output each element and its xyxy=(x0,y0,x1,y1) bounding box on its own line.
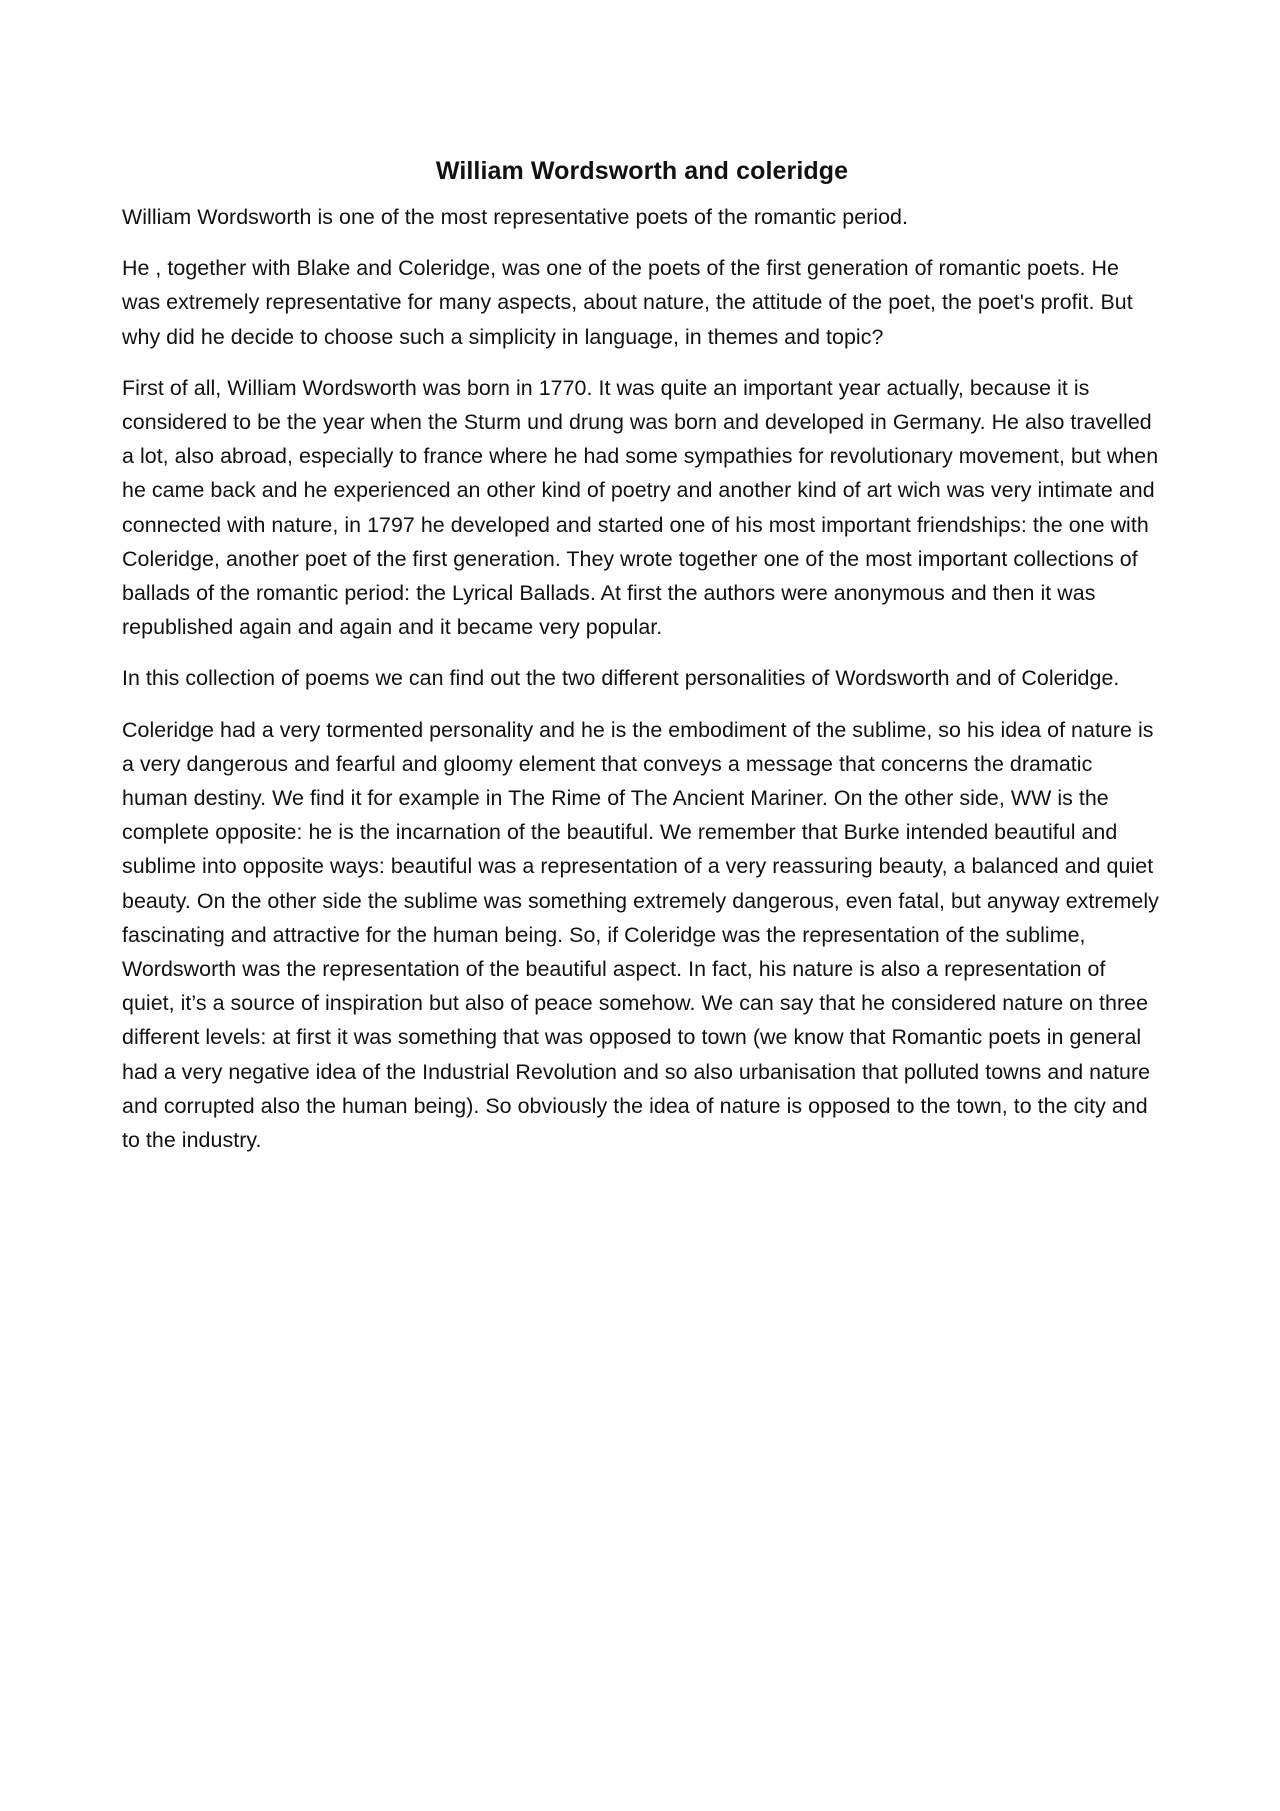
document-title: William Wordsworth and coleridge xyxy=(435,157,849,185)
paragraph-biography: First of all, William Wordsworth was born in 1770. It was quite an important year actually, because it is considered to be the year when the Sturm und drung was born and developed in Germany. He also travelled a lot, also abroad, especially to france where he had some sympathies for revolutionary movement, but when he came back and he experienced an other kind of poetry and another kind of art wich was very intimate and connected with nature, in 1797 he developed and started one of his most important friendships: the one with Coleridge, another poet of the first generation. They wrote together one of the most important collections of ballads of the romantic period: the Lyrical Ballads. At first the authors were anonymous and then it was republished again and again and it became very popular. xyxy=(122,375,1159,640)
paragraph-first-generation: He , together with Blake and Coleridge, was one of the poets of the first generation of romantic poets. He was extremely representative for many aspects, about nature, the attitude of the poet, the poet's profit. But why did he decide to choose such a simplicity in language, in themes and topic? xyxy=(122,256,1133,349)
paragraph-intro: William Wordsworth is one of the most representative poets of the romantic period. xyxy=(122,205,908,229)
paragraph-collection: In this collection of poems we can find out the two different personalities of Wordsworth and of Coleridge. xyxy=(122,666,1120,691)
paragraph-sublime-beautiful: Coleridge had a very tormented personality and he is the embodiment of the sublime, so his idea of nature is a very dangerous and fearful and gloomy element that conveys a message that concerns the dramatic human destiny. We find it for example in The Rime of The Ancient Mariner. On the other side, WW is the complete opposite: he is the incarnation of the beautiful. We remember that Burke intended beautiful and sublime into opposite ways: beautiful was a representation of a very reassuring beauty, a balanced and quiet beauty. On the other side the sublime was something extremely dangerous, even fatal, but anyway extremely fascinating and attractive for the human being. So, if Coleridge was the representation of the sublime, Wordsworth was the representation of the beautiful aspect. In fact, his nature is also a representation of quiet, it’s a source of inspiration but also of peace somehow. We can say that he considered nature on three different levels: at first it was something that was opposed to town (we know that Romantic poets in general had a very negative idea of the Industrial Revolution and so also urbanisation that polluted towns and nature and corrupted also the human being). So obviously the idea of nature is opposed to the town, to the city and to the industry. xyxy=(122,717,1159,1153)
